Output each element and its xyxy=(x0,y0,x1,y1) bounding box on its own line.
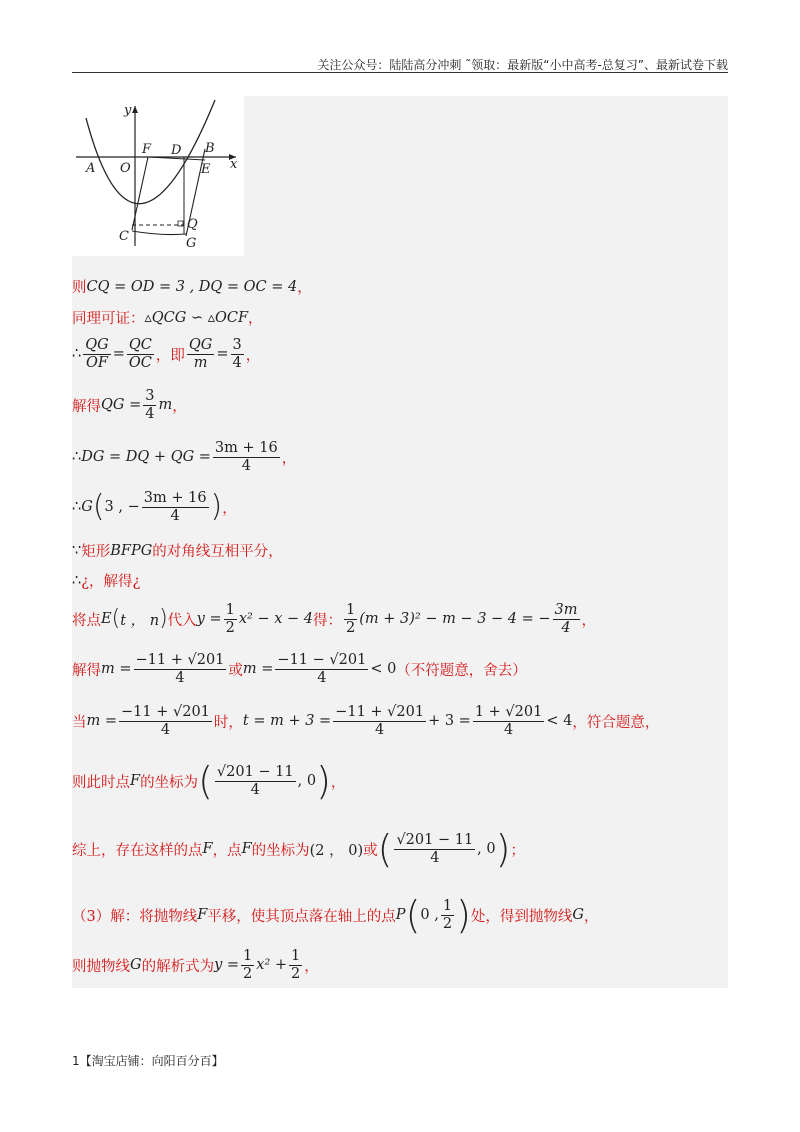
label-c: C xyxy=(119,229,129,244)
solution-line-12: 则此时点 F 的坐标为 ( $\frac{√201 - 11}{4}$ , 0 ) ， xyxy=(72,759,346,803)
parabola-figure xyxy=(72,96,244,256)
label-y: y xyxy=(124,103,132,118)
solution-line-9: 将点 E ( t ， n ) 代入 y = $\frac{1}{2}$ x² − x − 4 得： $\frac{1}{2}$ (m + 3)² − m − 3 − 4 = − $\frac{3m}{4}$ ， xyxy=(72,602,597,636)
solution-line-6: ∴ G ( 3 , − $\frac{3m + 16}{4}$ ) ， xyxy=(72,489,237,525)
fraction-3m16-4: $\frac{3m + 16}{4}$ xyxy=(143,490,207,524)
fraction-qg-of: $\frac{QG}{OF}$ xyxy=(85,337,109,371)
solution-line-14: （3）解：将抛物线 F 平移，使其顶点落在轴上的点 P ( 0 , $\frac{1}{2}$ ) 处，得到抛物线 G ， xyxy=(72,893,599,937)
solution-line-13: 综上，存在这样的点 F ，点 F 的坐标为 (2 ， 0) 或 ( $\frac{√201 - 11}{4}$ , 0 ) ； xyxy=(72,827,525,871)
label-o: O xyxy=(120,161,131,176)
fraction-3m16-4: $\frac{3m + 16}{4}$ xyxy=(214,440,278,474)
line-1-suffix: ， xyxy=(297,280,312,296)
solution-line-15: 则抛物线 G 的解析式为 y = $\frac{1}{2}$ x² + $\frac{1}{2}$ ， xyxy=(72,948,319,982)
fraction-3-4: $\frac{3}{4}$ xyxy=(232,337,242,371)
line-1-math: CQ = OD = 3 , DQ = OC = 4 xyxy=(86,278,298,295)
line-2-suffix: ， xyxy=(248,311,263,327)
label-a: A xyxy=(86,161,96,176)
solution-line-7: ∵ 矩形 BFPG 的对角线互相平分， xyxy=(72,542,283,560)
label-g: G xyxy=(186,236,197,251)
parabola-diagram xyxy=(72,96,244,256)
label-f: F xyxy=(142,142,152,157)
label-d: D xyxy=(171,143,182,158)
page-header: 关注公众号：陆陆高分冲刺 ˜领取：最新版“小中高考-总复习”、最新试卷下载 xyxy=(317,58,728,72)
therefore-symbol: ∴ xyxy=(72,346,82,363)
solution-line-1 xyxy=(72,276,312,297)
solution-line-4: 解得 QG = $\frac{3}{4}$ m ， xyxy=(72,388,187,422)
parabola-curve-2 xyxy=(132,231,186,235)
solution-line-10: 解得 m = $\frac{-11 + √201}{4}$ 或 m = $\frac{-11 - √201}{4}$ < 0 （不符题意，舍去） xyxy=(72,652,527,686)
line-1-prefix: 则 xyxy=(72,280,87,296)
solution-line-2 xyxy=(72,307,263,328)
line-2-math: ▵QCG ∽ ▵OCF xyxy=(144,309,249,326)
segment-fc xyxy=(132,157,148,230)
header-rule xyxy=(72,72,728,73)
label-q: Q xyxy=(187,217,198,232)
page-footer: 1【淘宝店铺：向阳百分百】 xyxy=(72,1054,224,1068)
solution-line-3: ∴ $\frac{QG}{OF}$ = $\frac{QC}{OC}$ ，即 $\frac{QG}{m}$ = $\frac{3}{4}$ ， xyxy=(72,337,261,371)
solution-line-5: ∴ DG = DQ + QG = $\frac{3m + 16}{4}$ ， xyxy=(72,440,297,474)
label-b: B xyxy=(205,141,215,156)
fraction-qc-oc: $\frac{QC}{OC}$ xyxy=(128,337,152,371)
y-axis-arrow xyxy=(132,106,138,113)
solution-line-11: 当 m = $\frac{-11 + √201}{4}$ 时， t = m + 3 = $\frac{-11 + √201}{4}$ + 3 = $\frac{1 + √201}{4}$ < 4 ，符合题意， xyxy=(72,704,660,738)
fraction-qg-m: $\frac{QG}{m}$ xyxy=(188,337,213,371)
line-2-prefix: 同理可证： xyxy=(72,311,145,327)
label-e: E xyxy=(201,162,211,177)
solution-line-8: ∴ ¿，解得¿ xyxy=(72,572,141,590)
label-x: x xyxy=(230,157,238,172)
fraction-3-4: $\frac{3}{4}$ xyxy=(145,388,155,422)
